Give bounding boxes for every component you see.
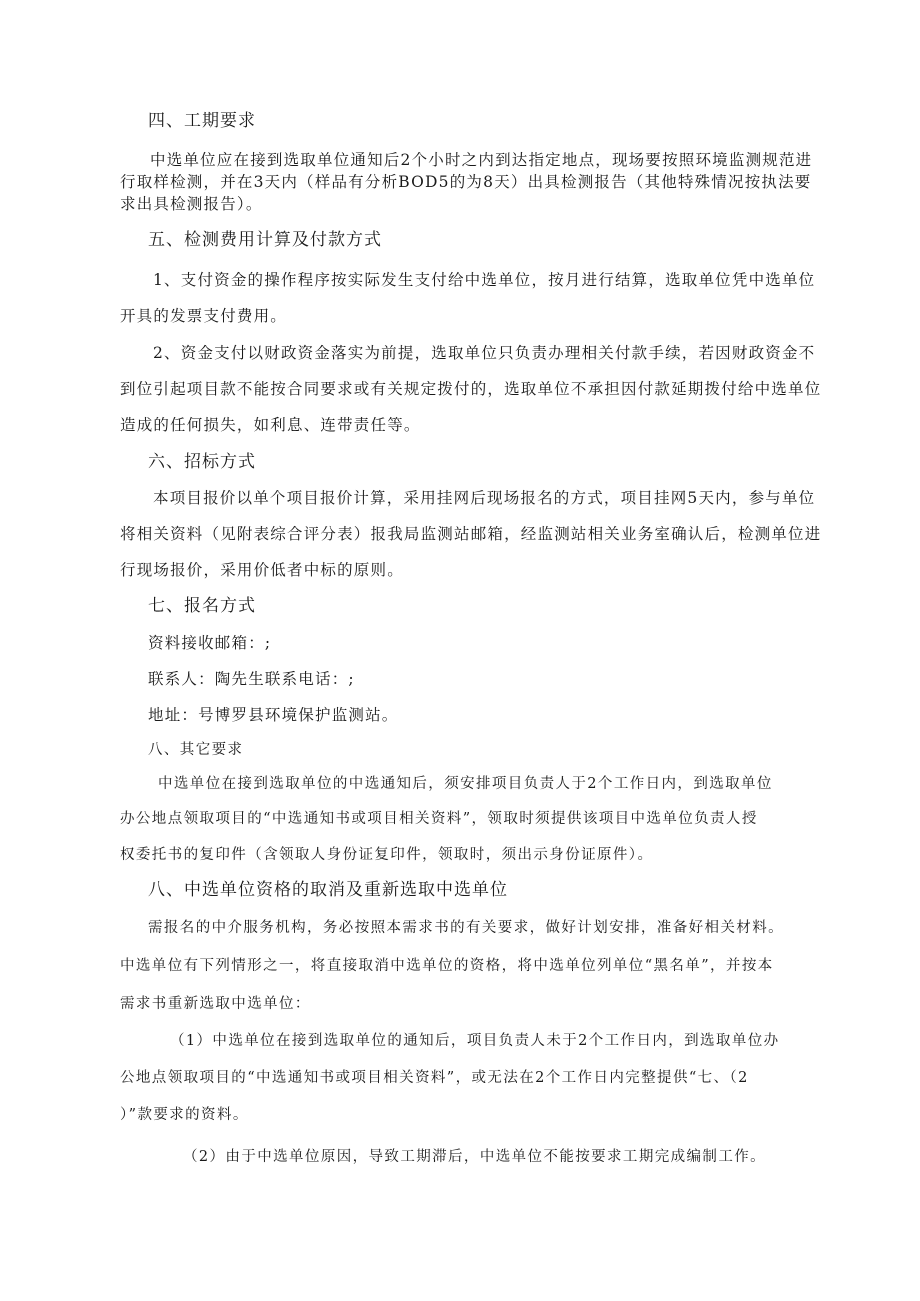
section-4-text-line: 中选单位应在接到选取单位通知后2个小时之内到达指定地点，现场要按照环境监测规范进	[150, 151, 813, 169]
section-5-text-line: 造成的任何损失，如利息、连带责任等。	[120, 416, 421, 434]
section-8b-text-line: 需报名的中介服务机构，务必按照本需求书的有关要求，做好计划安排，准备好相关材料。	[148, 920, 784, 936]
section-6-text-line: 行现场报价，采用价低者中标的原则。	[120, 561, 404, 579]
section-5-text-line: 2、资金支付以财政资金落实为前提，选取单位只负责办理相关付款手续，若因财政资金不	[153, 344, 816, 362]
section-5-text-line: 到位引起项目款不能按合同要求或有关规定拨付的，选取单位不承担因付款延期拨付给中选单位	[120, 380, 822, 398]
section-8b-heading: 八、中选单位资格的取消及重新选取中选单位	[148, 880, 508, 900]
section-8a-text-line: 权委托书的复印件（含领取人身份证复印件，领取时，须出示身份证原件）。	[120, 847, 654, 863]
section-8a-text-line: 中选单位在接到选取单位的中选通知后，须安排项目负责人于2个工作日内，到选取单位	[158, 776, 773, 792]
section-5-text-line: 开具的发票支付费用。	[120, 307, 288, 325]
disqualification-item-1-line: 公地点领取项目的“中选通知书或项目相关资料”，或无法在2个工作日内完整提供“七、（2	[120, 1070, 749, 1086]
section-6-text-line: 本项目报价以单个项目报价计算，采用挂网后现场报名的方式，项目挂网5天内，参与单位	[153, 489, 816, 507]
contact-email-line: 资料接收邮箱：;	[148, 634, 272, 652]
section-8a-text-line: 办公地点领取项目的“中选通知书或项目相关资料”，领取时须提供该项目中选单位负责人授	[120, 811, 758, 827]
contact-address-line: 地址：号博罗县环境保护监测站。	[148, 706, 399, 724]
section-8b-text-line: 需求书重新选取中选单位：	[120, 996, 311, 1012]
section-4-text-line: 行取样检测，并在3天内（样品有分析BOD5的为8天）出具检测报告（其他特殊情况按执法要	[120, 173, 812, 191]
section-8a-heading: 八、其它要求	[148, 742, 244, 758]
section-5-heading: 五、检测费用计算及付款方式	[148, 230, 382, 250]
contact-person-line: 联系人：陶先生联系电话：;	[148, 670, 355, 688]
section-5-text-line: 1、支付资金的操作程序按实际发生支付给中选单位，按月进行结算，选取单位凭中选单位	[153, 271, 816, 289]
disqualification-item-1-line: （1）中选单位在接到选取单位的通知后，项目负责人未于2个工作日内，到选取单位办	[170, 1033, 780, 1049]
disqualification-item-2: （2）由于中选单位原因，导致工期滞后，中选单位不能按要求工期完成编制工作。	[183, 1149, 767, 1165]
section-7-heading: 七、报名方式	[148, 596, 256, 616]
disqualification-item-1-line: ）”款要求的资料。	[120, 1107, 249, 1123]
section-6-heading: 六、招标方式	[148, 452, 256, 472]
section-6-text-line: 将相关资料（见附表综合评分表）报我局监测站邮箱，经监测站相关业务室确认后，检测单位进	[120, 525, 822, 543]
section-8b-text-line: 中选单位有下列情形之一，将直接取消中选单位的资格，将中选单位列单位“黑名单”，并按本	[120, 958, 774, 974]
section-4-text-line: 求出具检测报告）。	[120, 195, 263, 213]
section-4-heading: 四、工期要求	[148, 111, 256, 131]
